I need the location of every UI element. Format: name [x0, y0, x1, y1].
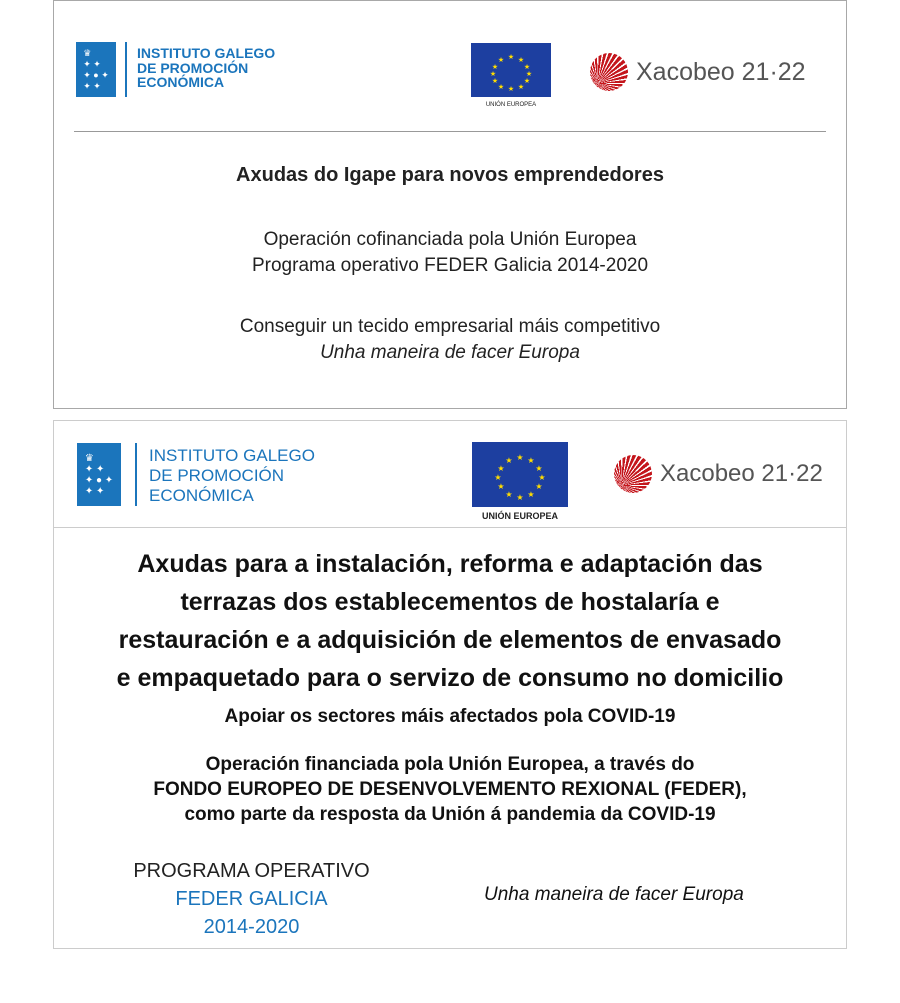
igape-line: DE PROMOCIÓN: [137, 59, 249, 76]
scallop-shell-icon: [590, 53, 628, 91]
text-line: Conseguir un tecido empresarial máis competitivo: [239, 316, 661, 337]
svg-text:★: ★: [497, 464, 505, 473]
divider: [54, 527, 846, 528]
text-line: FONDO EUROPEO DE DESENVOLVEMENTO REXIONAL (FEDER),: [153, 779, 747, 800]
divider: [125, 42, 127, 97]
motto: Unha maneira de facer Europa: [320, 342, 580, 363]
svg-text:★: ★: [491, 64, 499, 71]
svg-text:★: ★: [538, 473, 546, 482]
programa-operativo-logo: [99, 857, 404, 941]
eu-label: UNIÓN EUROPEA: [485, 102, 537, 108]
title-line: restauración e a adquisición de elementos de envasado: [118, 626, 782, 654]
title-line: Axudas para a instalación, reforma e adaptación das: [137, 550, 763, 578]
svg-text:★: ★: [523, 64, 531, 71]
svg-text:★: ★: [497, 482, 505, 491]
svg-text:★: ★: [535, 482, 543, 491]
panel-title: [54, 545, 846, 697]
svg-text:★: ★: [497, 57, 505, 64]
divider: [74, 131, 826, 132]
igape-line: ECONÓMICA: [137, 74, 225, 91]
svg-text:★: ★: [507, 86, 515, 93]
text-line: Operación cofinanciada pola Unión Europea: [263, 229, 637, 250]
svg-text:★: ★: [494, 473, 502, 482]
igape-line: DE PROMOCIÓN: [149, 466, 285, 485]
xacobeo-logo: [614, 455, 823, 493]
igape-logo-text: [149, 446, 315, 506]
text-line: 2014-2020: [203, 916, 300, 938]
svg-text:★: ★: [527, 490, 535, 499]
objective-text: [54, 314, 846, 366]
eu-label: UNIÓN EUROPEA: [481, 511, 558, 521]
svg-text:★: ★: [516, 453, 524, 462]
galicia-shield-icon: ♛ ✦ ✦ ✦ ● ✦ ✦ ✦: [76, 42, 116, 97]
scallop-shell-icon: [614, 455, 652, 493]
panel-title: Axudas do Igape para novos emprendedores: [236, 164, 664, 186]
financing-text: [54, 752, 846, 827]
galicia-shield-icon: ♛ ✦ ✦ ✦ ● ✦ ✦ ✦: [77, 443, 121, 506]
text-line: Operación financiada pola Unión Europea, a través do: [205, 754, 695, 775]
title-line: terrazas dos establecementos de hostalaría e: [180, 588, 720, 616]
eu-flag-icon: [471, 43, 551, 97]
text-line: como parte da resposta da Unión á pandemia da COVID-19: [184, 804, 716, 825]
svg-text:★: ★: [517, 84, 525, 91]
feder-panel-emprendedores: [53, 0, 847, 409]
divider: [135, 443, 137, 506]
igape-line: ECONÓMICA: [149, 486, 254, 505]
svg-text:★: ★: [516, 493, 524, 502]
svg-text:★: ★: [497, 84, 505, 91]
svg-text:★: ★: [505, 490, 513, 499]
xacobeo-text: Xacobeo 21·22: [636, 57, 806, 86]
text-line: PROGRAMA OPERATIVO: [133, 860, 370, 882]
svg-text:★: ★: [527, 456, 535, 465]
text-line: Programa operativo FEDER Galicia 2014-2020: [251, 255, 649, 276]
subtitle: Apoiar os sectores máis afectados pola COVID-19: [224, 706, 676, 727]
svg-text:★: ★: [489, 71, 497, 78]
svg-text:★: ★: [491, 78, 499, 85]
svg-text:★: ★: [517, 57, 525, 64]
svg-text:★: ★: [525, 71, 533, 78]
feder-panel-terrazas: [53, 420, 847, 949]
igape-line: INSTITUTO GALEGO: [137, 45, 276, 61]
svg-text:★: ★: [535, 464, 543, 473]
svg-text:★: ★: [523, 78, 531, 85]
text-line: FEDER GALICIA: [175, 888, 328, 910]
eu-flag-icon: [472, 442, 568, 507]
xacobeo-logo: [590, 53, 806, 91]
motto: Unha maneira de facer Europa: [484, 884, 744, 905]
title-line: e empaquetado para o servizo de consumo no domicilio: [116, 664, 784, 692]
svg-text:★: ★: [505, 456, 513, 465]
svg-text:★: ★: [507, 54, 515, 61]
igape-logo-text: [137, 46, 275, 90]
xacobeo-text: Xacobeo 21·22: [660, 460, 823, 487]
igape-line: INSTITUTO GALEGO: [149, 446, 315, 465]
cofinancing-text: [54, 227, 846, 279]
